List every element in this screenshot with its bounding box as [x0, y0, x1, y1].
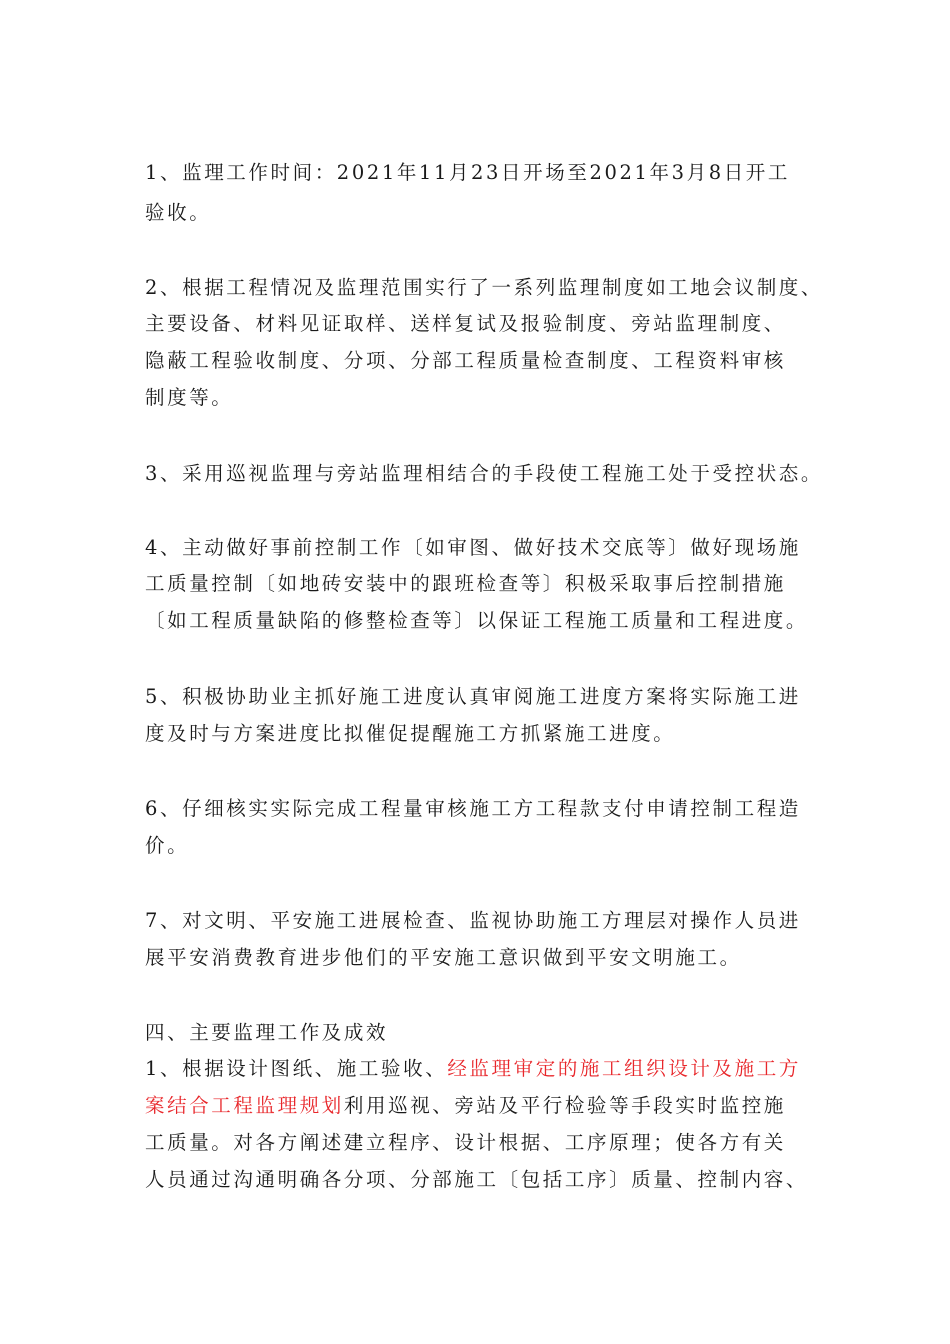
paragraph-7-line-1: 7、对文明、平安施工进展检查、监视协助施工方理层对操作人员进	[145, 909, 801, 932]
paragraph-2-line-4: 制度等。	[145, 386, 234, 409]
paragraph-5-line-1: 5、积极协助业主抓好施工进度认真审阅施工进度方案将实际施工进	[145, 685, 801, 708]
section-4-item-1-line-1	[145, 1055, 801, 1083]
paragraph-3-line-1: 3、采用巡视监理与旁站监理相结合的手段使工程施工处于受控状态。	[145, 462, 824, 485]
paragraph-4-line-1: 4、主动做好事前控制工作〔如审图、做好技术交底等〕做好现场施	[145, 536, 801, 559]
section-4-item-1-line-2-plain: 利用巡视、旁站及平行检验等手段实时监控施	[343, 1094, 786, 1117]
section-4-item-1-line-2-highlight: 案结合工程监理规划	[145, 1094, 344, 1117]
paragraph-5-line-2: 度及时与方案进度比拟催促提醒施工方抓紧施工进度。	[145, 722, 676, 745]
section-4-item-1-line-1-plain: 1、根据设计图纸、施工验收、	[145, 1057, 448, 1080]
paragraph-2-line-3: 隐蔽工程验收制度、分项、分部工程质量检查制度、工程资料审核	[145, 349, 786, 372]
paragraph-4-line-2: 工质量控制〔如地砖安装中的跟班检查等〕积极采取事后控制措施	[145, 572, 786, 595]
section-4-heading: 四、主要监理工作及成效	[145, 1021, 389, 1044]
section-4-item-1-line-1-highlight: 经监理审定的施工组织设计及施工方	[447, 1057, 801, 1080]
section-4-item-1-line-2	[145, 1092, 786, 1120]
paragraph-7-line-2: 展平安消费教育进步他们的平安施工意识做到平安文明施工。	[145, 946, 742, 969]
paragraph-6-line-2: 价。	[145, 834, 190, 857]
paragraph-4-line-3: 〔如工程质量缺陷的修整检查等〕以保证工程施工质量和工程进度。	[145, 609, 809, 632]
paragraph-1-line-2: 验收。	[145, 201, 212, 224]
paragraph-6-line-1: 6、仔细核实实际完成工程量审核施工方工程款支付申请控制工程造	[145, 797, 801, 820]
paragraph-2-line-1: 2、根据工程情况及监理范围实行了一系列监理制度如工地会议制度、	[145, 276, 824, 299]
section-4-item-1-line-3: 工质量。对各方阐述建立程序、设计根据、工序原理；使各方有关	[145, 1131, 786, 1154]
paragraph-1-line-1: 1、监理工作时间：2021年11月23日开场至2021年3月8日开工	[145, 161, 790, 184]
paragraph-2-line-2: 主要设备、材料见证取样、送样复试及报验制度、旁站监理制度、	[145, 312, 786, 335]
section-4-item-1-line-4: 人员通过沟通明确各分项、分部施工〔包括工序〕质量、控制内容、	[145, 1168, 809, 1191]
